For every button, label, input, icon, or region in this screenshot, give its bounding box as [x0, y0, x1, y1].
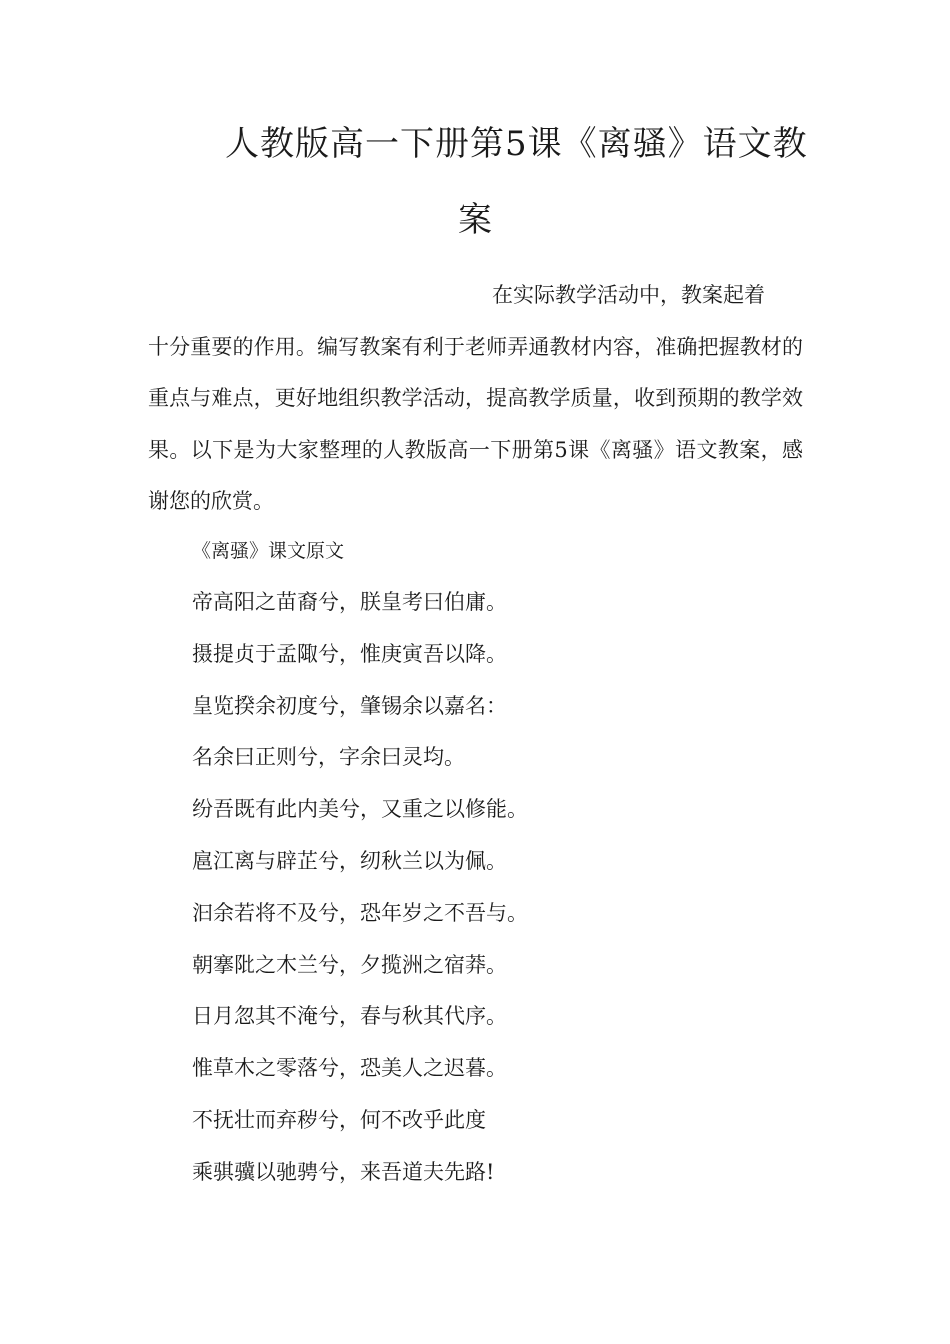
poem-line: 摄提贞于孟陬兮，惟庚寅吾以降。	[192, 641, 507, 666]
poem-line: 不抚壮而弃秽兮，何不改乎此度	[192, 1107, 486, 1132]
poem-text	[192, 577, 528, 1199]
poem-line: 皇览揆余初度兮，肇锡余以嘉名：	[192, 693, 507, 718]
poem-line: 扈江离与辟芷兮，纫秋兰以为佩。	[192, 848, 507, 873]
poem-line: 汩余若将不及兮，恐年岁之不吾与。	[192, 900, 528, 925]
section-title: 《离骚》课文原文	[192, 540, 345, 562]
poem-line: 朝搴阰之木兰兮，夕揽洲之宿莽。	[192, 952, 507, 977]
document-title-line-2: 案	[458, 200, 492, 240]
poem-line: 帝高阳之苗裔兮，朕皇考曰伯庸。	[192, 590, 507, 614]
poem-line: 乘骐骥以驰骋兮，来吾道夫先路!	[192, 1159, 495, 1184]
poem-line: 日月忽其不淹兮，春与秋其代序。	[192, 1004, 507, 1029]
poem-line: 名余曰正则兮，字余曰灵均。	[192, 745, 465, 770]
poem-line: 纷吾既有此内美兮，又重之以修能。	[192, 797, 528, 822]
intro-first-line: 在实际教学活动中，教案起着	[492, 283, 765, 307]
poem-line: 惟草木之零落兮，恐美人之迟暮。	[192, 1056, 507, 1081]
intro-paragraph	[148, 270, 803, 528]
intro-body: 十分重要的作用。编写教案有利于老师弄通教材内容，准确把握教材的重点与难点，更好地组织教学活动，提高教学质量，收到预期的教学效果。以下是为大家整理的人教版高一下册第5课《离骚》语文教案，感谢您的欣赏。	[148, 334, 803, 513]
document-title-line-1: 人教版高一下册第5课《离骚》语文教	[225, 124, 808, 164]
